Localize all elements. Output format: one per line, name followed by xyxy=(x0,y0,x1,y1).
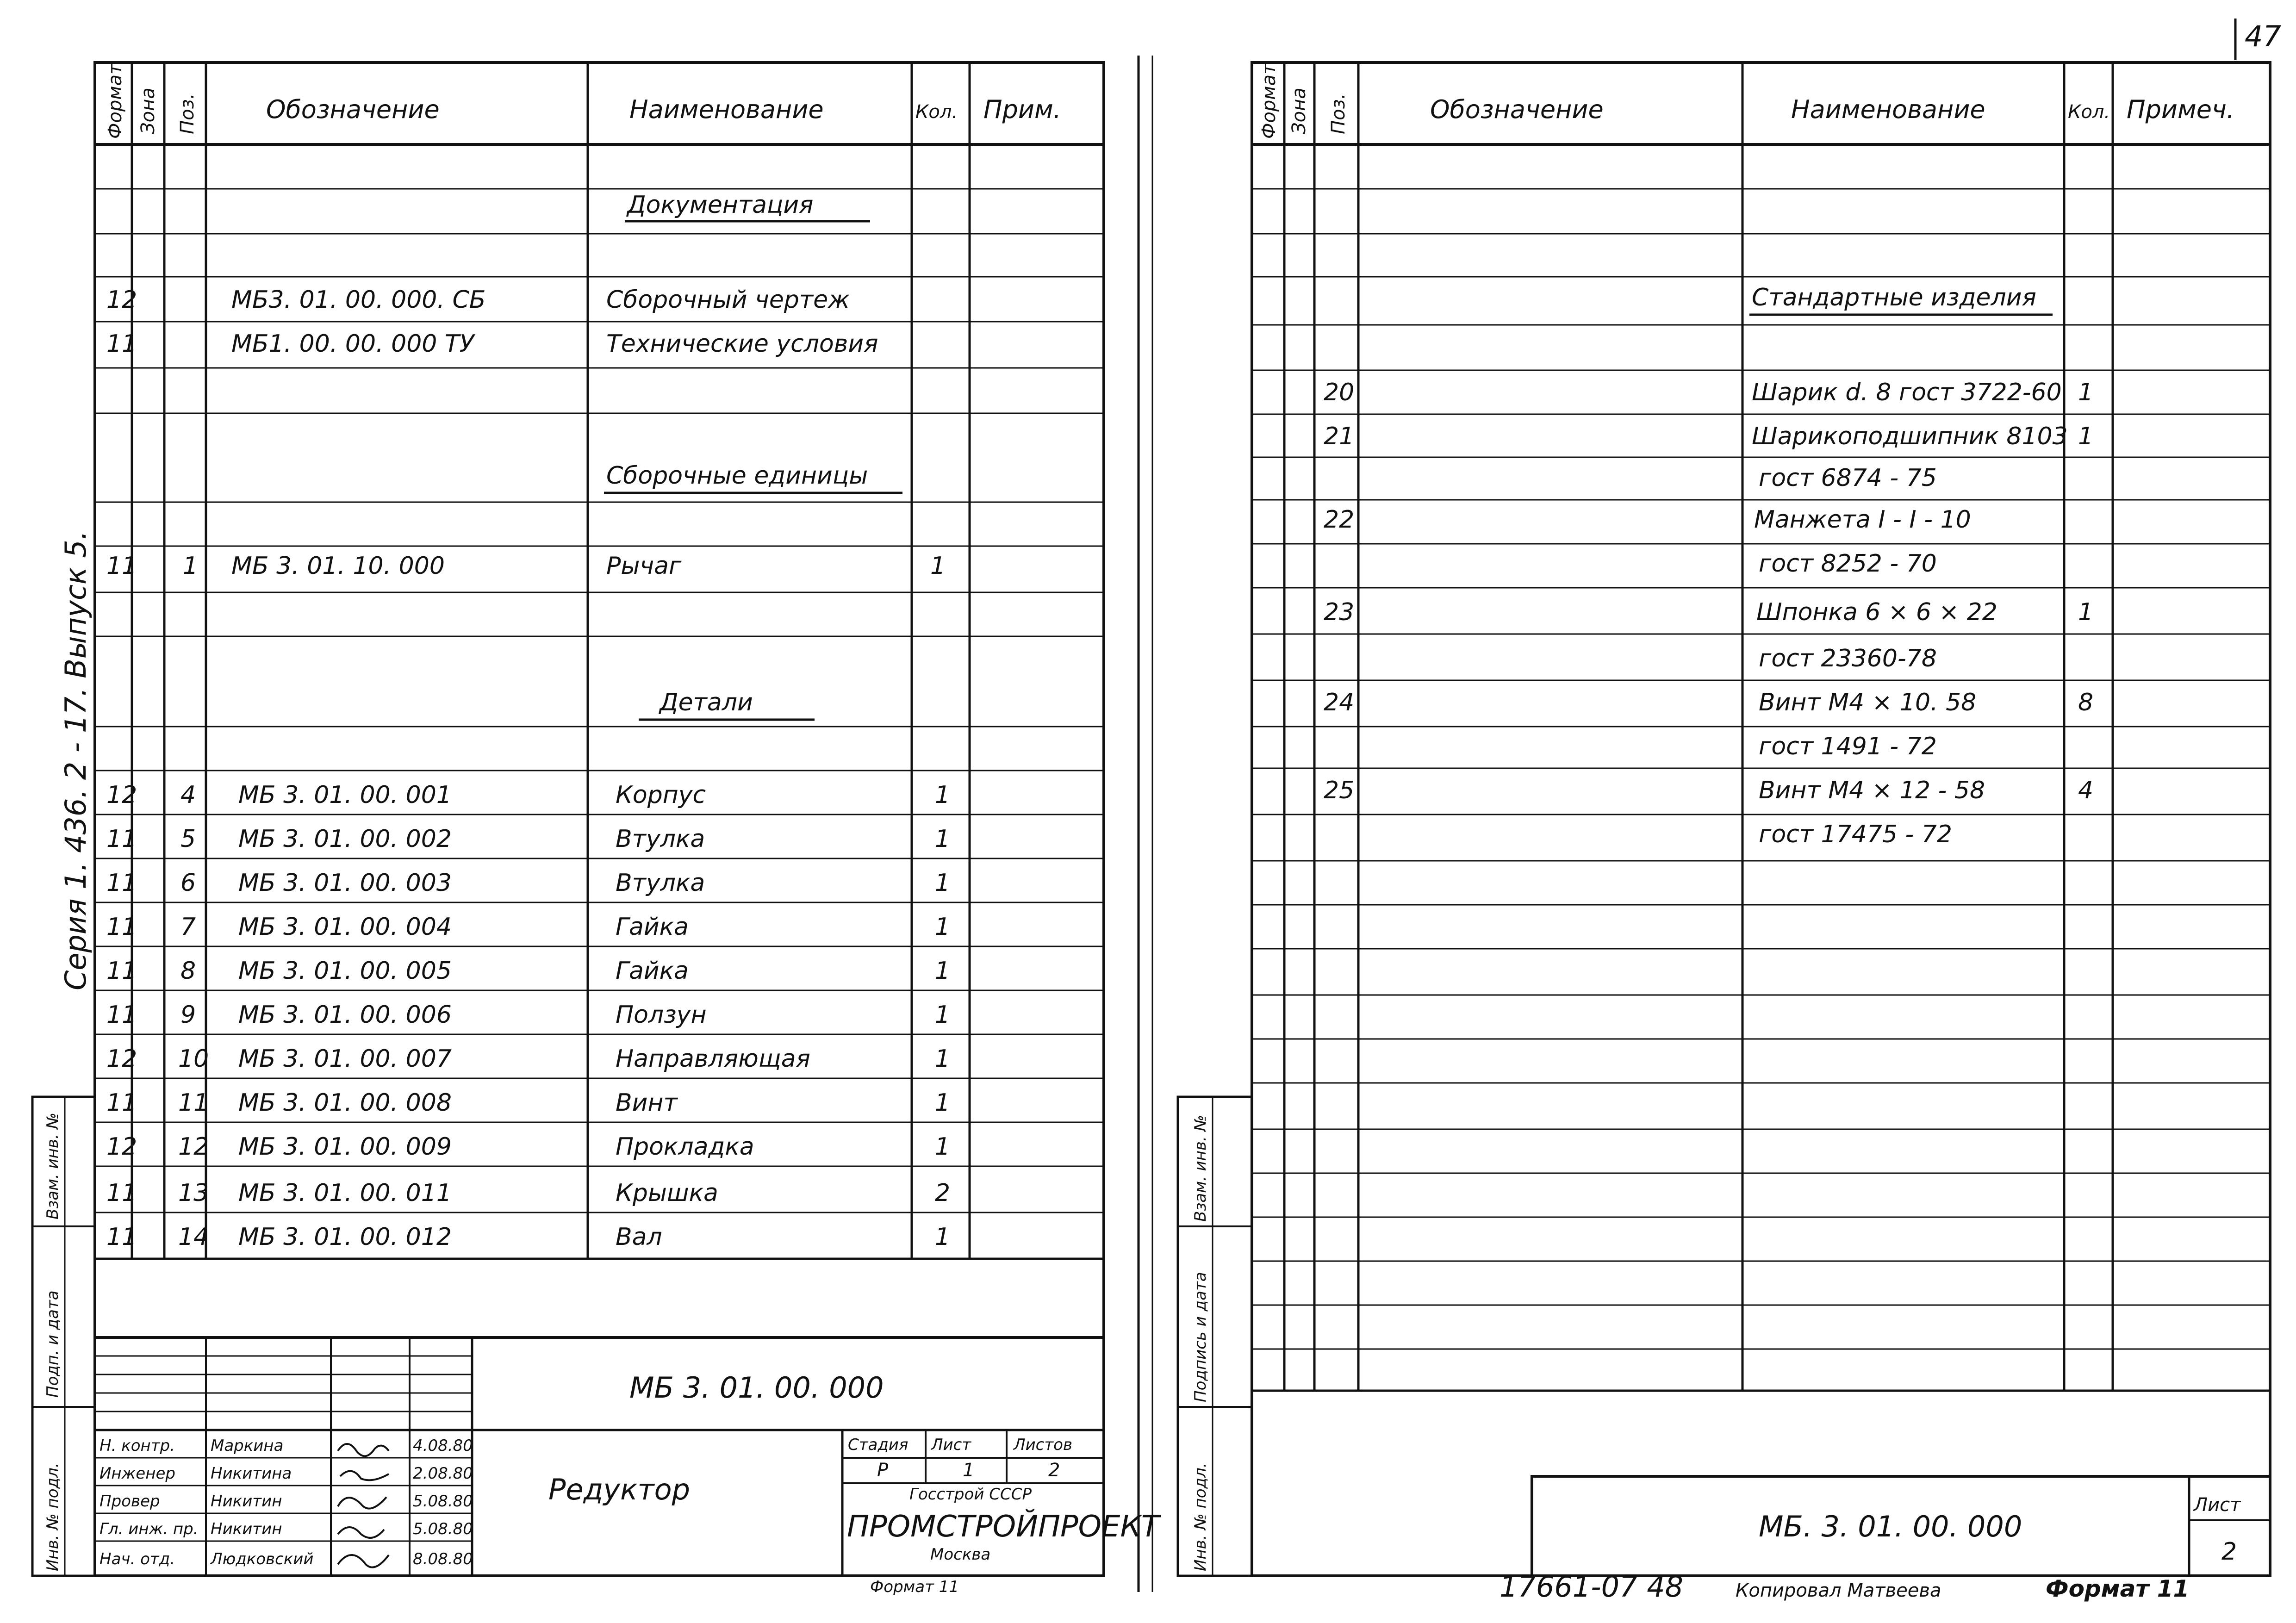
header-qty: Кол. xyxy=(915,101,958,123)
doc-row-1-format: 12 xyxy=(106,286,137,314)
left-sheet xyxy=(32,62,1162,1596)
std-row-qty: 1 xyxy=(2078,598,2094,626)
part-row-name: Ползун xyxy=(616,1001,707,1029)
part-row-qty: 1 xyxy=(935,1045,951,1073)
section-assemblies: Сборочные единицы xyxy=(606,462,868,490)
assembly-row-1-qty: 1 xyxy=(930,552,946,580)
right-document-code: МБ. 3. 01. 00. 000 xyxy=(1759,1510,2022,1543)
std-row-name: гост 17475 - 72 xyxy=(1759,821,1952,848)
std-row-pos: 20 xyxy=(1324,379,1355,406)
std-row-pos: 24 xyxy=(1324,689,1355,716)
std-row-name: Шарик d. 8 гост 3722-60 xyxy=(1752,379,2062,406)
assembly-row-1-name: Рычаг xyxy=(606,552,682,580)
assembly-row-1-designation: МБ 3. 01. 10. 000 xyxy=(231,552,445,580)
part-row-qty: 1 xyxy=(935,781,951,809)
section-parts: Детали xyxy=(660,689,753,716)
part-row-designation: МБ 3. 01. 00. 002 xyxy=(238,825,452,853)
role-2: Инженер xyxy=(100,1464,175,1483)
surname-1: Маркина xyxy=(211,1436,284,1455)
part-row-designation: МБ 3. 01. 00. 007 xyxy=(238,1045,452,1073)
part-row-qty: 2 xyxy=(935,1179,951,1207)
surname-3: Никитин xyxy=(211,1492,282,1511)
part-row-format: 11 xyxy=(106,869,137,897)
part-row-format: 11 xyxy=(106,1001,137,1029)
right-side-stamp xyxy=(1178,1097,1252,1576)
right-title-block xyxy=(1532,1476,2270,1576)
stage-value: Р xyxy=(877,1460,889,1481)
part-row-name: Втулка xyxy=(616,825,705,853)
r-header-note: Примеч. xyxy=(2127,95,2235,124)
format-note: Формат 11 xyxy=(870,1578,959,1596)
part-row-format: 11 xyxy=(106,913,137,941)
part-row-name: Винт xyxy=(616,1089,678,1117)
part-row-designation: МБ 3. 01. 00. 008 xyxy=(238,1089,452,1117)
series-label: Серия 1. 436. 2 - 17. Выпуск 5. xyxy=(59,530,93,990)
left-side-inv-replace: Взам. инв. № xyxy=(44,1113,62,1219)
header-designation: Обозначение xyxy=(266,95,440,124)
page-number: 47 xyxy=(2245,19,2281,53)
role-5: Нач. отд. xyxy=(100,1550,175,1568)
assembly-row-1-pos: 1 xyxy=(183,552,199,580)
left-side-inv-orig: Инв. № подл. xyxy=(44,1462,62,1571)
org-line-1: Госстрой СССР xyxy=(909,1485,1032,1504)
part-row-format: 11 xyxy=(106,825,137,853)
part-row-designation: МБ 3. 01. 00. 006 xyxy=(238,1001,452,1029)
doc-row-2-name: Технические условия xyxy=(606,330,878,358)
role-1: Н. контр. xyxy=(100,1436,175,1455)
right-side-inv-replace: Взам. инв. № xyxy=(1191,1115,1210,1222)
part-row-name: Втулка xyxy=(616,869,705,897)
part-row-name: Гайка xyxy=(616,957,689,985)
right-sheet-value: 2 xyxy=(2221,1538,2237,1566)
part-row-format: 12 xyxy=(106,781,137,809)
sheet-label: Лист xyxy=(931,1436,971,1454)
doc-row-1-name: Сборочный чертеж xyxy=(606,286,850,314)
part-row-designation: МБ 3. 01. 00. 012 xyxy=(238,1223,452,1251)
part-row-format: 12 xyxy=(106,1133,137,1161)
part-row-qty: 1 xyxy=(935,1133,951,1161)
left-document-code: МБ 3. 01. 00. 000 xyxy=(629,1371,884,1405)
parts-table xyxy=(106,781,950,1251)
std-row-qty: 4 xyxy=(2078,777,2094,804)
part-row-qty: 1 xyxy=(935,1001,951,1029)
date-1: 4.08.80 xyxy=(413,1436,473,1455)
standard-items-table xyxy=(1324,379,2093,848)
part-row-pos: 4 xyxy=(180,781,196,809)
left-side-sign-date: Подп. и дата xyxy=(44,1290,62,1398)
part-row-qty: 1 xyxy=(935,1223,951,1251)
r-header-designation: Обозначение xyxy=(1430,95,1604,124)
std-row-name: гост 6874 - 75 xyxy=(1759,464,1937,492)
std-row-name: Манжета I - I - 10 xyxy=(1754,506,1971,534)
right-sheet xyxy=(1178,62,2270,1604)
left-side-stamp xyxy=(32,1097,95,1576)
std-row-name: гост 23360-78 xyxy=(1759,645,1937,672)
section-standard: Стандартные изделия xyxy=(1752,284,2036,311)
part-row-format: 11 xyxy=(106,1179,137,1207)
role-4: Гл. инж. пр. xyxy=(100,1520,199,1538)
std-row-name: Винт М4 × 10. 58 xyxy=(1759,689,1977,716)
part-row-qty: 1 xyxy=(935,869,951,897)
part-row-qty: 1 xyxy=(935,913,951,941)
part-row-pos: 10 xyxy=(178,1045,209,1073)
part-row-name: Гайка xyxy=(616,913,689,941)
std-row-name: Шарикоподшипник 8103 xyxy=(1752,423,2068,450)
part-row-format: 12 xyxy=(106,1045,137,1073)
part-row-name: Корпус xyxy=(616,781,706,809)
std-row-name: Винт М4 × 12 - 58 xyxy=(1759,777,1985,804)
date-3: 5.08.80 xyxy=(413,1492,473,1511)
part-row-name: Вал xyxy=(616,1223,662,1251)
part-row-pos: 7 xyxy=(180,913,196,941)
doc-row-2-designation: МБ1. 00. 00. 000 ТУ xyxy=(231,330,474,358)
assembly-row-1-format: 11 xyxy=(106,552,137,580)
surname-4: Никитин xyxy=(211,1520,282,1538)
std-row-pos: 21 xyxy=(1324,423,1355,450)
std-row-qty: 1 xyxy=(2078,379,2094,406)
stage-label: Стадия xyxy=(848,1436,908,1454)
right-side-sign-date: Подпись и дата xyxy=(1191,1272,1210,1402)
header-note: Прим. xyxy=(983,95,1061,124)
r-header-format: Формат xyxy=(1258,63,1280,139)
part-row-format: 11 xyxy=(106,957,137,985)
std-row-name: Шпонка 6 × 6 × 22 xyxy=(1756,598,1997,626)
left-title-block xyxy=(95,1337,1162,1596)
r-header-name: Наименование xyxy=(1791,95,1985,124)
sheets-value: 2 xyxy=(1048,1460,1060,1481)
right-side-inv-orig: Инв. № подл. xyxy=(1191,1462,1210,1571)
r-header-zone: Зона xyxy=(1288,87,1310,134)
signature-1 xyxy=(338,1444,389,1456)
signature-2 xyxy=(340,1471,389,1480)
sheets-label: Листов xyxy=(1014,1436,1073,1454)
date-4: 5.08.80 xyxy=(413,1520,473,1538)
left-title: Редуктор xyxy=(548,1473,690,1506)
std-row-qty: 8 xyxy=(2078,689,2094,716)
signature-5 xyxy=(338,1555,389,1567)
part-row-designation: МБ 3. 01. 00. 003 xyxy=(238,869,452,897)
header-zone: Зона xyxy=(137,87,159,134)
doc-row-2-format: 11 xyxy=(106,330,137,358)
doc-row-1-designation: МБ3. 01. 00. 000. СБ xyxy=(231,286,486,314)
date-5: 8.08.80 xyxy=(413,1550,473,1568)
part-row-designation: МБ 3. 01. 00. 005 xyxy=(238,957,452,985)
part-row-qty: 1 xyxy=(935,825,951,853)
part-row-pos: 5 xyxy=(180,825,196,853)
std-row-name: гост 1491 - 72 xyxy=(1759,733,1937,760)
org-city: Москва xyxy=(930,1545,991,1564)
part-row-name: Крышка xyxy=(616,1179,718,1207)
part-row-designation: МБ 3. 01. 00. 009 xyxy=(238,1133,452,1161)
part-row-name: Направляющая xyxy=(616,1045,810,1073)
signature-3 xyxy=(338,1497,386,1509)
part-row-pos: 13 xyxy=(178,1179,209,1207)
std-row-pos: 22 xyxy=(1324,506,1355,534)
part-row-designation: МБ 3. 01. 00. 001 xyxy=(238,781,452,809)
bottom-note-mid: Копировал Матвеева xyxy=(1736,1580,1941,1601)
date-2: 2.08.80 xyxy=(413,1464,473,1483)
part-row-designation: МБ 3. 01. 00. 004 xyxy=(238,913,452,941)
part-row-pos: 11 xyxy=(178,1089,209,1117)
section-documentation: Документация xyxy=(627,191,814,219)
part-row-pos: 8 xyxy=(180,957,196,985)
part-row-pos: 6 xyxy=(180,869,196,897)
part-row-pos: 9 xyxy=(180,1001,196,1029)
r-header-pos: Поз. xyxy=(1328,93,1349,134)
part-row-qty: 1 xyxy=(935,957,951,985)
std-row-name: гост 8252 - 70 xyxy=(1759,550,1937,578)
sheet-value: 1 xyxy=(963,1460,975,1481)
bottom-note-right: Формат 11 xyxy=(2046,1575,2190,1602)
part-row-pos: 12 xyxy=(178,1133,209,1161)
surname-5: Людковский xyxy=(211,1550,314,1568)
part-row-qty: 1 xyxy=(935,1089,951,1117)
org-name: ПРОМСТРОЙПРОЕКТ xyxy=(847,1510,1159,1544)
part-row-designation: МБ 3. 01. 00. 011 xyxy=(238,1179,452,1207)
role-3: Провер xyxy=(100,1492,160,1511)
bottom-note-left: 17661-07 48 xyxy=(1500,1570,1684,1604)
std-row-pos: 25 xyxy=(1324,777,1355,804)
part-row-format: 11 xyxy=(106,1089,137,1117)
std-row-pos: 23 xyxy=(1324,598,1355,626)
surname-2: Никитина xyxy=(211,1464,292,1483)
part-row-pos: 14 xyxy=(178,1223,209,1251)
std-row-qty: 1 xyxy=(2078,423,2094,450)
header-pos: Поз. xyxy=(177,93,198,134)
r-header-qty: Кол. xyxy=(2068,101,2110,123)
part-row-format: 11 xyxy=(106,1223,137,1251)
right-sheet-label: Лист xyxy=(2194,1494,2241,1516)
signature-4 xyxy=(338,1527,384,1538)
part-row-name: Прокладка xyxy=(616,1133,754,1161)
header-format: Формат xyxy=(105,63,126,139)
header-name: Наименование xyxy=(629,95,824,124)
